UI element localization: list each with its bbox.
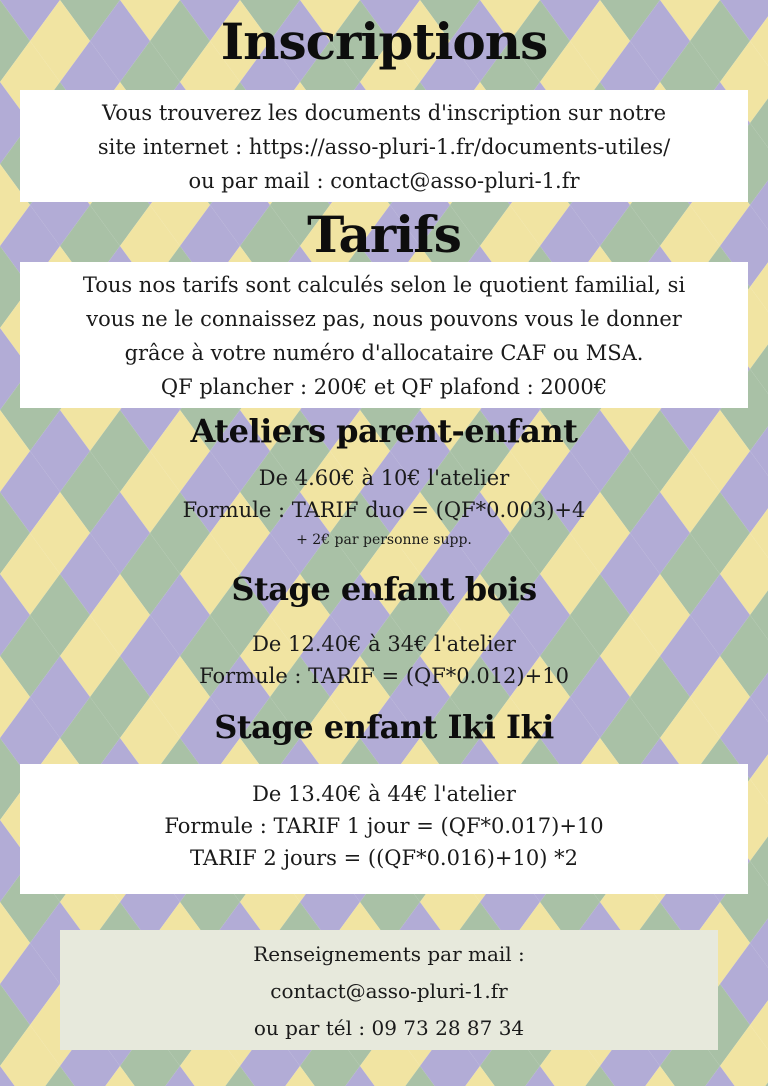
inscriptions-line: site internet : https://asso-pluri-1.fr/documents-utiles/ <box>97 135 671 159</box>
stage-iki-text <box>0 778 768 874</box>
inscriptions-title: Inscriptions <box>220 12 548 71</box>
tarifs-line: Tous nos tarifs sont calculés selon le quotient familial, si <box>82 273 686 297</box>
stage-iki-line: De 13.40€ à 44€ l'atelier <box>252 782 516 806</box>
inscriptions-line: ou par mail : contact@asso-pluri-1.fr <box>188 169 580 193</box>
stage-iki-title: Stage enfant Iki Iki <box>214 708 554 746</box>
contact-line[interactable]: ou par tél : 09 73 28 87 34 <box>253 1016 525 1040</box>
contact-line: Renseignements par mail : <box>253 942 525 966</box>
contact-line[interactable]: contact@asso-pluri-1.fr <box>270 979 508 1003</box>
ateliers-line: Formule : TARIF duo = (QF*0.003)+4 <box>182 498 586 522</box>
ateliers-note: + 2€ par personne supp. <box>296 532 472 548</box>
stage-bois-title: Stage enfant bois <box>231 570 537 608</box>
tarifs-title: Tarifs <box>307 205 461 264</box>
inscriptions-line: Vous trouverez les documents d'inscription sur notre <box>101 101 666 125</box>
tarifs-text <box>0 268 768 404</box>
stage-bois-line: De 12.40€ à 34€ l'atelier <box>252 632 516 656</box>
stage-iki-line: TARIF 2 jours = ((QF*0.016)+10) *2 <box>190 846 578 870</box>
contact-text <box>60 936 718 1047</box>
ateliers-line: De 4.60€ à 10€ l'atelier <box>258 466 510 490</box>
tarifs-line: QF plancher : 200€ et QF plafond : 2000€ <box>160 375 608 399</box>
stage-iki-line: Formule : TARIF 1 jour = (QF*0.017)+10 <box>164 814 604 838</box>
ateliers-title: Ateliers parent-enfant <box>190 412 578 450</box>
stage-bois-text <box>0 628 768 692</box>
tarifs-line: vous ne le connaissez pas, nous pouvons vous le donner <box>86 307 682 331</box>
ateliers-text <box>0 462 768 526</box>
stage-bois-line: Formule : TARIF = (QF*0.012)+10 <box>199 664 569 688</box>
inscriptions-text <box>0 96 768 198</box>
tarifs-line: grâce à votre numéro d'allocataire CAF ou MSA. <box>124 341 644 365</box>
